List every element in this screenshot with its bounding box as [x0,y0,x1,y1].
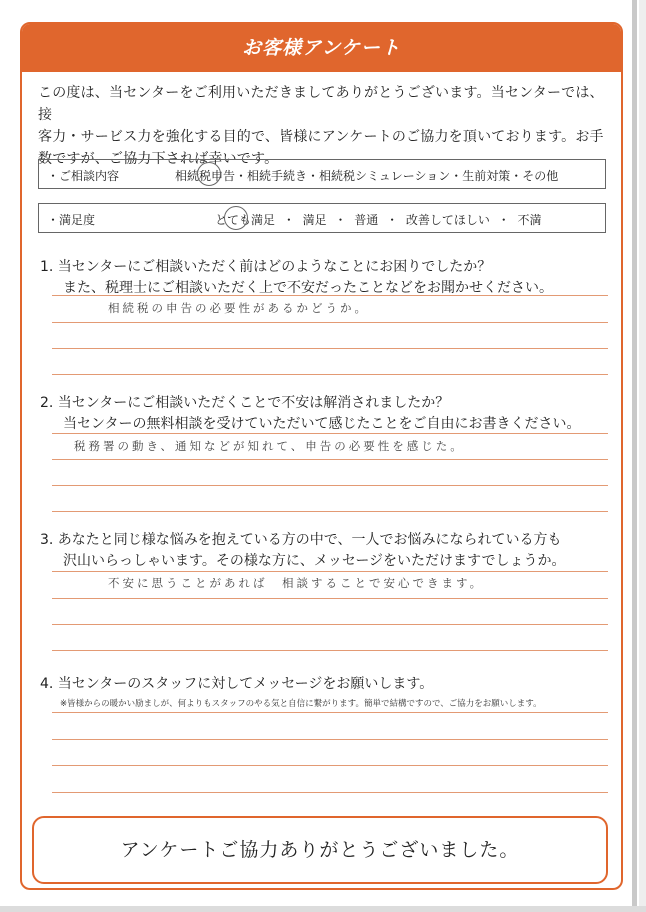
survey-title: お客様アンケート [22,24,621,72]
thank-you-box: アンケートご協力ありがとうございました。 [32,816,608,884]
answer-1-rule-4[interactable] [52,374,608,375]
satisfaction-box [38,203,606,233]
answer-1-rule-1 [52,295,608,296]
answer-3-rule-3 [52,624,608,625]
answer-2-handwriting: 税務署の動き、通知などが知れて、申告の必要性を感じた。 [74,439,465,453]
satisfaction-selected-circle [224,206,248,230]
answer-3-rule-1 [52,571,608,572]
question-2 [40,393,610,435]
answer-2-rule-2 [52,459,608,460]
consultation-box [38,159,606,189]
satisfaction-label: ・満足度 [47,213,96,227]
answer-1-handwriting: 相続税の申告の必要性があるかどうか。 [108,301,369,315]
question-1-line-1: 1. 当センターにご相談いただく前はどのようなことにお困りでしたか？ [40,259,492,275]
intro-line-3: 数ですが、ご協力下されば幸いです。 [38,151,279,167]
answer-2-rule-3 [52,485,608,486]
question-3 [40,530,610,572]
question-3-line-2: 沢山いらっしゃいます。その様な方に、メッセージをいただけますでしょうか。 [63,553,566,569]
answer-4-rule-4[interactable] [52,792,608,793]
answer-3-rule-4[interactable] [52,650,608,651]
answer-4-rule-3 [52,765,608,766]
question-3-line-1: 3. あなたと同じ様な悩みを抱えている方の中で、一人でお悩みになられている方も [40,532,562,548]
answer-2-rule-1 [52,433,608,434]
answer-2-rule-4[interactable] [52,511,608,512]
answer-1-rule-2 [52,322,608,323]
answer-4-rule-1 [52,712,608,713]
question-4-note: ※皆様からの暖かい励ましが、何よりもスタッフのやる気と自信に繋がります。簡単で結構ですので、ご協力をお願いします。 [60,699,542,709]
question-4-line-1: 4. 当センターのスタッフに対してメッセージをお願いします。 [40,676,434,692]
intro-line-2: 客力・サービス力を強化する目的で、皆様にアンケートのご協力を頂いております。お手 [38,129,604,145]
answer-3-rule-2 [52,598,608,599]
answer-1-rule-3 [52,348,608,349]
question-4 [40,674,610,695]
consultation-label: ・ご相談内容 [47,169,120,183]
question-2-line-1: 2. 当センターにご相談いただくことで不安は解消されましたか？ [40,395,450,411]
satisfaction-options[interactable]: とても満足 ・ 満足 ・ 普通 ・ 改善してほしい ・ 不満 [215,213,542,227]
question-1-line-2: また、税理士にご相談いただく上で不安だったことなどをお聞かせください。 [63,280,553,296]
scan-edge-right [632,0,637,912]
question-1 [40,257,610,299]
answer-4-rule-2 [52,739,608,740]
consultation-selected-circle [197,162,221,186]
question-2-line-2: 当センターの無料相談を受けていただいて感じたことをご自由にお書きください。 [63,416,581,432]
consultation-options[interactable]: 相続税申告・相続手続き・相続税シミュレーション・生前対策・その他 [175,169,559,183]
scan-edge-bottom [0,906,646,912]
intro-text [38,82,608,170]
answer-3-handwriting: 不安に思うことがあれば 相談することで安心できます。 [108,576,485,590]
intro-line-1: この度は、当センターをご利用いただきましてありがとうございます。当センターでは、接 [38,85,604,123]
scan-edge-right-outer [639,0,646,912]
